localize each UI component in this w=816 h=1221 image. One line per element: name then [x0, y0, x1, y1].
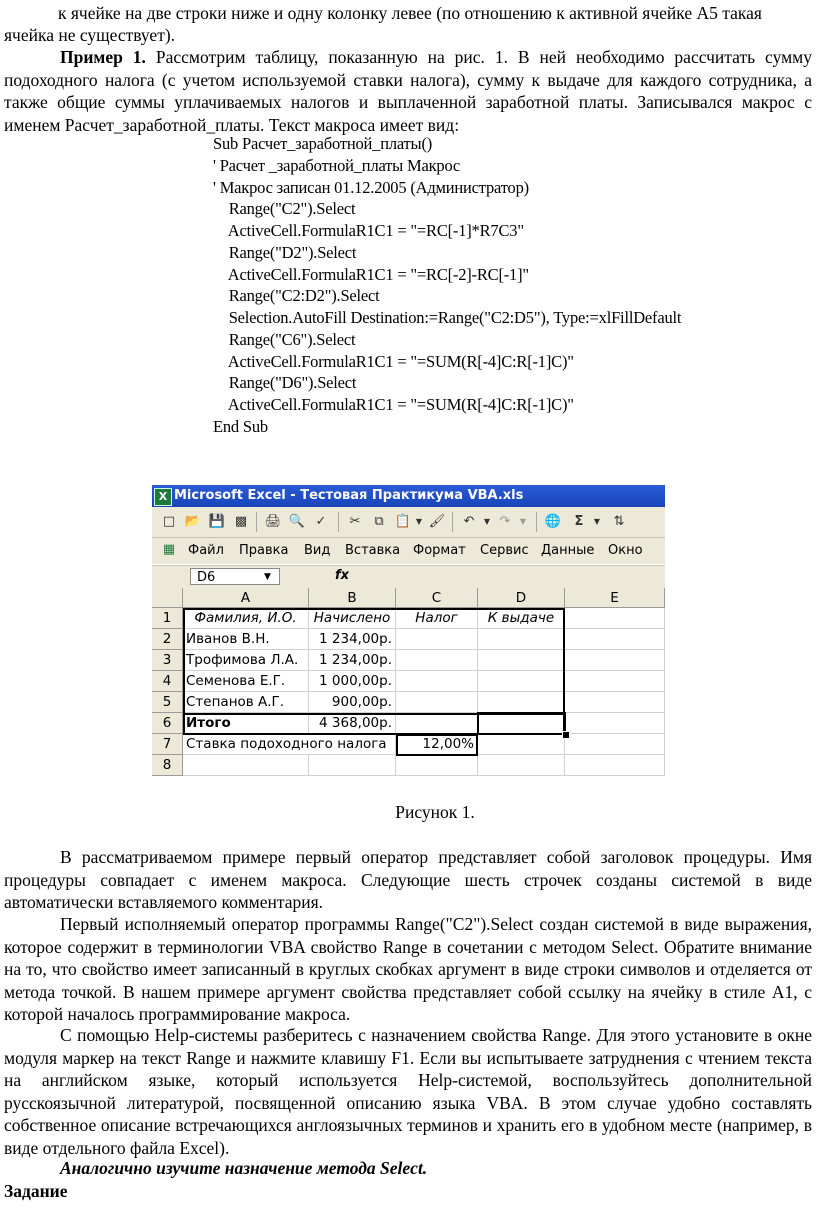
cell-d8[interactable]	[478, 755, 565, 776]
cell-e2[interactable]	[565, 629, 665, 650]
cell-a2[interactable]: Иванов В.Н.	[183, 629, 309, 650]
redo-icon[interactable]: ↷	[499, 514, 511, 529]
cell-e8[interactable]	[565, 755, 665, 776]
code-line: End Sub	[213, 416, 268, 436]
cell-c7[interactable]: 12,00%	[396, 734, 478, 755]
task-heading: Задание	[4, 1181, 68, 1201]
fill-handle[interactable]	[562, 731, 570, 739]
column-header[interactable]: A	[183, 588, 309, 608]
total-row-border	[183, 713, 565, 715]
row-header[interactable]: 7	[152, 734, 183, 755]
cell-c1[interactable]: Налог	[396, 608, 478, 629]
code-line: Sub Расчет_заработной_платы()	[213, 134, 433, 153]
row-header[interactable]: 3	[152, 650, 183, 671]
menu-edit[interactable]: Правка	[239, 543, 289, 558]
row-header[interactable]: 4	[152, 671, 183, 692]
cell-b1[interactable]: Начислено	[309, 608, 396, 629]
cell-d4[interactable]	[478, 671, 565, 692]
row-header[interactable]: 5	[152, 692, 183, 713]
cell-e6[interactable]	[565, 713, 665, 734]
cell-b3[interactable]: 1 234,00р.	[309, 650, 396, 671]
code-line: Range("D2").Select	[213, 242, 357, 262]
cell-a7[interactable]: Ставка подоходного налога	[183, 734, 309, 755]
cell-e3[interactable]	[565, 650, 665, 671]
code-line: Range("D6").Select	[213, 373, 357, 393]
formula-bar	[152, 565, 665, 588]
open-folder-icon[interactable]: 📂	[184, 514, 202, 529]
cell-c2[interactable]	[396, 629, 478, 650]
code-line: ActiveCell.FormulaR1C1 = "=RC[-1]*R7C3"	[213, 221, 524, 240]
spelling-icon[interactable]: ✓	[315, 514, 327, 529]
cell-d5[interactable]	[478, 692, 565, 713]
cell-d3[interactable]	[478, 650, 565, 671]
redo-dropdown-icon[interactable]: ▼	[519, 517, 527, 526]
save-icon[interactable]: 💾	[208, 514, 226, 529]
row-header[interactable]: 6	[152, 713, 183, 734]
cell-c5[interactable]	[396, 692, 478, 713]
intro-line-1: к ячейке на две строки ниже и одну колонку левее (по отношению к активной ячейке А5 такая	[58, 3, 762, 23]
cell-e7[interactable]	[565, 734, 665, 755]
cell-a5[interactable]: Степанов А.Г.	[183, 692, 309, 713]
format-painter-icon[interactable]: 🖌	[428, 514, 446, 529]
code-line: ActiveCell.FormulaR1C1 = "=SUM(R[-4]C:R[-1]C)"	[213, 395, 574, 414]
column-header[interactable]: B	[309, 588, 396, 608]
example-text: Рассмотрим таблицу, показанную на рис. 1. В ней необходимо рассчитать сумму подоходного налога (с учетом используемой ставки налога), сумму к выдаче для каждого сотрудника, а также общие суммы уплачиваемых налогов и выплаченной заработной платы. Записывался макрос с именем Расчет_заработной_платы. Текст макроса имеет вид:	[4, 47, 812, 135]
excel-app-icon: X	[154, 488, 172, 506]
cell-b6[interactable]: 4 368,00р.	[309, 713, 396, 734]
row-header[interactable]: 2	[152, 629, 183, 650]
paragraph-4: Аналогично изучите назначение метода Select.	[60, 1158, 428, 1178]
row-header[interactable]: 8	[152, 755, 183, 776]
cell-e1[interactable]	[565, 608, 665, 629]
code-line: Selection.AutoFill Destination:=Range("C2:D5"), Type:=xlFillDefault	[213, 308, 682, 327]
autosum-dropdown-icon[interactable]: ▼	[593, 517, 601, 526]
example-paragraph	[4, 46, 812, 136]
column-header[interactable]: C	[396, 588, 478, 608]
paragraph-1: В рассматриваемом примере первый оператор представляет собой заголовок процедуры. Имя процедуры совпадает с именем макроса. Следующие шесть строчек созданы системой в виде автоматически вставляемого комментария.	[4, 847, 812, 912]
print-preview-icon[interactable]: 🔍	[288, 514, 306, 529]
cell-d7[interactable]	[478, 734, 565, 755]
column-header[interactable]: E	[565, 588, 665, 608]
cell-c8[interactable]	[396, 755, 478, 776]
cut-icon[interactable]: ✂	[349, 514, 361, 529]
copy-icon[interactable]: ⧉	[374, 514, 384, 529]
menu-view[interactable]: Вид	[304, 543, 331, 558]
paste-dropdown-icon[interactable]: ▼	[415, 517, 423, 526]
menu-window[interactable]: Окно	[608, 543, 643, 558]
example-label: Пример 1.	[60, 47, 146, 67]
cell-e5[interactable]	[565, 692, 665, 713]
code-line: ActiveCell.FormulaR1C1 = "=RC[-2]-RC[-1]"	[213, 264, 529, 284]
cell-a3[interactable]: Трофимова Л.А.	[183, 650, 309, 671]
paragraph-3: С помощью Help-системы разберитесь с назначением свойства Range. Для этого установите в окне модуля маркер на текст Range и нажмите клавишу F1. Если вы испытываете затруднения с чтением текста на английском языке, который используется Help-системой, воспользуйтесь дополнительной русскоязычной литературой, посвященной описанию языка VBA. В этом случае удобно составлять собственное описание встречающихся англоязычных терминов и хранить его в удобном месте (например, в виде отдельного файла Excel).	[4, 1025, 812, 1158]
workbook-icon[interactable]: ▦	[162, 542, 176, 557]
cell-b2[interactable]: 1 234,00р.	[309, 629, 396, 650]
cell-c4[interactable]	[396, 671, 478, 692]
code-line: Range("C2").Select	[213, 199, 356, 219]
code-line: ' Расчет _заработной_платы Макрос	[213, 155, 461, 175]
cell-a8[interactable]	[183, 755, 309, 776]
select-all-corner[interactable]	[152, 588, 183, 608]
excel-title: Microsoft Excel - Тестовая Практикума VBA.xls	[174, 488, 524, 503]
row-header[interactable]: 1	[152, 608, 183, 629]
menu-tools[interactable]: Сервис	[480, 543, 529, 558]
menu-data[interactable]: Данные	[541, 543, 595, 558]
menu-bar	[152, 538, 665, 564]
cell-b8[interactable]	[309, 755, 396, 776]
cell-e4[interactable]	[565, 671, 665, 692]
menu-insert[interactable]: Вставка	[345, 543, 401, 558]
undo-icon[interactable]: ↶	[463, 514, 475, 529]
standard-toolbar	[152, 507, 665, 538]
code-line: Range("C6").Select	[213, 329, 356, 349]
cell-b7[interactable]	[309, 734, 396, 755]
sort-icon[interactable]: ⇅	[613, 514, 625, 529]
menu-format[interactable]: Формат	[413, 543, 466, 558]
hyperlink-icon[interactable]: 🌐	[544, 514, 562, 529]
autosum-icon[interactable]: Σ	[574, 514, 584, 529]
cell-d2[interactable]	[478, 629, 565, 650]
paragraph-2: Первый исполняемый оператор программы Range("C2").Select создан системой в виде выражения, которое содержит в терминологии VBA свойство Range в сочетании с методом Select. Обратите внимание на то, что свойство имеет записанный в круглых скобках аргумент в виде строки символов и отделяется от метода точкой. В нашем примере аргумент свойства представляет собой ссылку на ячейку в стиле А1, с которой началось программирование макроса.	[4, 914, 812, 1024]
permissions-icon[interactable]: ▩	[234, 514, 248, 529]
column-header[interactable]: D	[478, 588, 565, 608]
code-line: ' Макрос записан 01.12.2005 (Администратор)	[213, 177, 529, 197]
excel-window	[152, 485, 665, 777]
cell-c6[interactable]	[396, 713, 478, 734]
figure-caption: Рисунок 1.	[395, 802, 475, 822]
cell-a6[interactable]: Итого	[183, 713, 309, 734]
function-icon[interactable]: fx	[335, 568, 350, 583]
cell-c3[interactable]	[396, 650, 478, 671]
cell-a4[interactable]: Семенова Е.Г.	[183, 671, 309, 692]
macro-code	[213, 133, 682, 443]
cell-a1[interactable]: Фамилия, И.О.	[183, 608, 309, 629]
undo-dropdown-icon[interactable]: ▼	[483, 517, 491, 526]
cell-d1[interactable]: К выдаче	[478, 608, 565, 629]
name-box[interactable]: D6	[190, 568, 280, 585]
code-line: ActiveCell.FormulaR1C1 = "=SUM(R[-4]C:R[-1]C)"	[213, 351, 574, 371]
code-line: Range("C2:D2").Select	[213, 286, 380, 306]
intro-line-2: ячейка не существует).	[4, 25, 176, 45]
excel-title-bar	[152, 485, 665, 507]
cell-d6[interactable]	[478, 713, 565, 734]
name-box-dropdown-icon[interactable]: ▼	[264, 572, 271, 582]
paste-icon[interactable]: 📋	[394, 514, 412, 529]
menu-file[interactable]: Файл	[188, 543, 224, 558]
cell-b4[interactable]: 1 000,00р.	[309, 671, 396, 692]
new-document-icon[interactable]: □	[162, 514, 176, 529]
cell-b5[interactable]: 900,00р.	[309, 692, 396, 713]
print-icon[interactable]: 🖨	[264, 514, 282, 529]
